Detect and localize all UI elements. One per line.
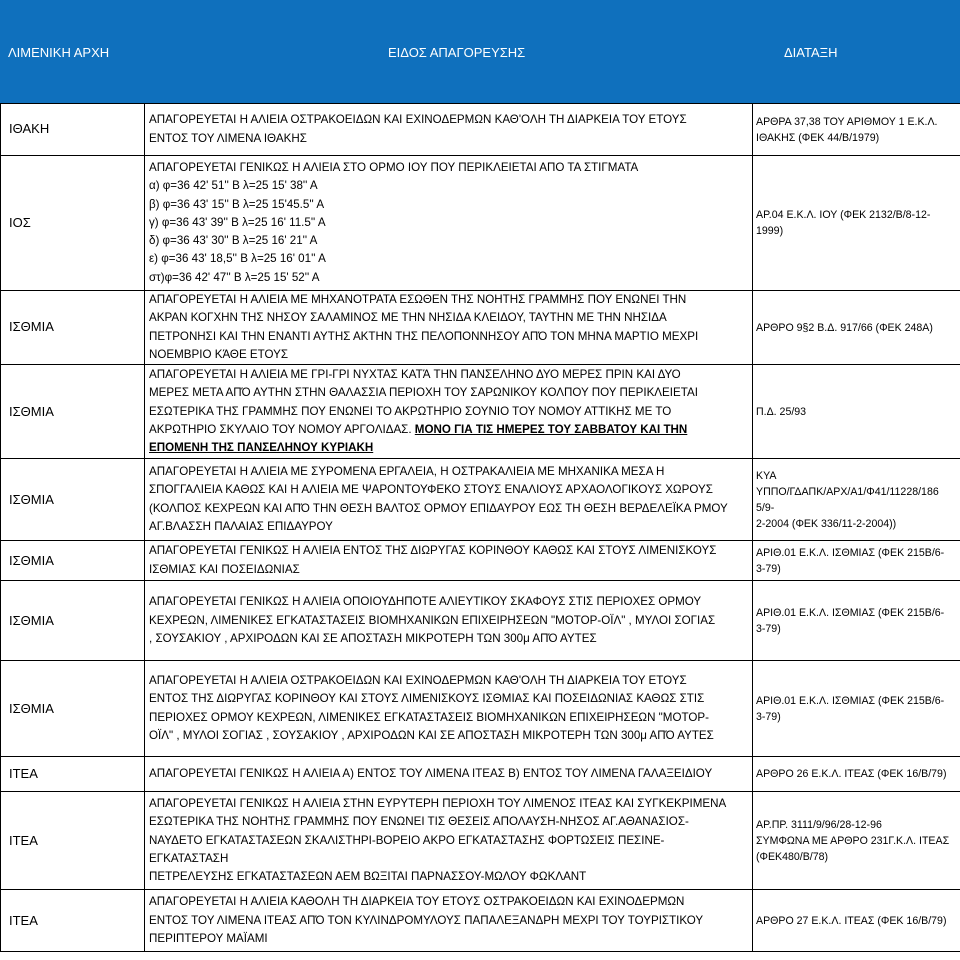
regulation-cell: ΑΡΙΘ.01 Ε.Κ.Λ. ΙΣΘΜΙΑΣ (ΦΕΚ 215Β/6- 3-79): [753, 541, 960, 581]
port-cell: ΙΤΕΑ: [1, 792, 145, 890]
ban-description-cell: ΑΠΑΓΟΡΕΥΕΤΑΙ Η ΑΛΙΕΙΑ ΜΕ ΜΗΧΑΝΟΤΡΑΤΑ ΕΣΩΘΕΝ ΤΗΣ ΝΟΗΤΗΣ ΓΡΑΜΜΗΣ ΠΟΥ ΕΝΩΝΕΙ ΤΗΝ ΑΚΡΑΝ ΚΟΓΧΗΝ ΤΗΣ ΝΗΣΟΥ ΣΑΛΑΜΙΝΟΣ ΜΕ ΤΗΝ ΝΗΣΙΔΑ ΚΛΕΙΔΟΥ, ΤΑΥΤΗΝ ΜΕ ΤΗΝ ΝΗΣΙΔΑ ΠΕΤΡΟΝΗΣΙ ΚΑΙ ΤΗΝ ΕΝΑΝΤΙ ΑΥΤΗΣ ΑΚΤΗΝ ΤΗΣ ΠΕΛΟΠΟΝΝΗΣΟΥ ΑΠΌ ΤΟΝ ΜΗΝΑ ΜΑΡΤΙΟ ΜΕΧΡΙ ΝΟΕΜΒΡΙΟ ΚΆΘΕ ΕΤΟΥΣ: [145, 291, 753, 365]
port-cell: ΙΤΕΑ: [1, 757, 145, 792]
table-row: [1, 104, 960, 156]
port-cell: ΙΟΣ: [1, 156, 145, 291]
port-cell: ΙΣΘΜΙΑ: [1, 661, 145, 757]
table-row: [1, 291, 960, 365]
header-ban-type: ΕΙΔΟΣ ΑΠΑΓΟΡΕΥΣΗΣ: [388, 45, 526, 60]
header-regulation: ΔΙΑΤΑΞΗ: [784, 45, 838, 60]
table-row: [1, 792, 960, 890]
port-cell: ΙΘΑΚΗ: [1, 104, 145, 156]
fishing-ban-table: [0, 103, 960, 952]
ban-description-cell: ΑΠΑΓΟΡΕΥΕΤΑΙ Η ΑΛΙΕΙΑ ΟΣΤΡΑΚΟΕΙΔΩΝ ΚΑΙ ΕΧΙΝΟΔΕΡΜΩΝ ΚΑΘ'ΟΛΗ ΤΗ ΔΙΑΡΚΕΙΑ ΤΟΥ ΕΤΟΥΣ ΕΝΤΟΣ ΤΗΣ ΔΙΩΡΥΓΑΣ ΚΟΡΙΝΘΟΥ ΚΑΙ ΣΤΟΥΣ ΛΙΜΕΝΙΣΚΟΥΣ ΙΣΘΜΙΑΣ ΚΑΙ ΠΟΣΕΙΔΩΝΙΑΣ ΚΑΘΩΣ ΣΤΙΣ ΠΕΡΙΟΧΕΣ ΟΡΜΟΥ ΚΕΧΡΕΩΝ, ΛΙΜΕΝΙΚΕΣ ΕΓΚΑΤΑΣΤΑΣΕΙΣ ΒΙΟΜΗΧΑΝΙΚΩΝ ΕΠΙΧΕΙΡΗΣΕΩΝ "ΜΟΤΟΡ- ΟΪΛ" , ΜΥΛΟΙ ΣΟΓΙΑΣ , ΣΟΥΣΑΚΙΟΥ , ΑΡΧΙΡΟΔΩΝ ΚΑΙ ΣΕ ΑΠΟΣΤΑΣΗ ΜΙΚΡΟΤΕΡΗ ΤΩΝ 300μ ΑΠΌ ΑΥΤΕΣ: [145, 661, 753, 757]
table-row: [1, 365, 960, 459]
regulation-cell: ΑΡ.ΠΡ. 3111/9/96/28-12-96 ΣΥΜΦΩΝΑ ΜΕ ΑΡΘΡΟ 231Γ.Κ.Λ. ΙΤΕΑΣ (ΦΕΚ480/Β/78): [753, 792, 960, 890]
ban-description-cell: ΑΠΑΓΟΡΕΥΕΤΑΙ ΓΕΝΙΚΩΣ Η ΑΛΙΕΙΑ ΕΝΤΟΣ ΤΗΣ ΔΙΩΡΥΓΑΣ ΚΟΡΙΝΘΟΥ ΚΑΘΩΣ ΚΑΙ ΣΤΟΥΣ ΛΙΜΕΝΙΣΚΟΥΣ ΙΣΘΜΙΑΣ ΚΑΙ ΠΟΣΕΙΔΩΝΙΑΣ: [145, 541, 753, 581]
port-cell: ΙΣΘΜΙΑ: [1, 541, 145, 581]
port-cell: ΙΣΘΜΙΑ: [1, 459, 145, 541]
regulation-cell: ΑΡΘΡΑ 37,38 ΤΟΥ ΑΡΙΘΜΟΥ 1 Ε.Κ.Λ. ΙΘΑΚΗΣ (ΦΕΚ 44/Β/1979): [753, 104, 960, 156]
regulation-cell: ΑΡΙΘ.01 Ε.Κ.Λ. ΙΣΘΜΙΑΣ (ΦΕΚ 215Β/6- 3-79): [753, 661, 960, 757]
ban-description-cell: ΑΠΑΓΟΡΕΥΕΤΑΙ Η ΑΛΙΕΙΑ ΜΕ ΣΥΡΟΜΕΝΑ ΕΡΓΑΛΕΙΑ, Η ΟΣΤΡΑΚΑΛΙΕΙΑ ΜΕ ΜΗΧΑΝΙΚΑ ΜΕΣΑ Η ΣΠΟΓΓΑΛΙΕΙΑ ΚΑΘΩΣ ΚΑΙ Η ΑΛΙΕΙΑ ΜΕ ΨΑΡΟΝΤΟΥΦΕΚΟ ΣΤΟΥΣ ΕΝΑΛΙΟΥΣ ΑΡΧΑΟΛΟΓΙΚΟΥΣ ΧΩΡΟΥΣ (ΚΟΛΠΟΣ ΚΕΧΡΕΩΝ ΚΑΙ ΑΠΌ ΤΗΝ ΘΕΣΗ ΒΑΛΤΟΣ ΟΡΜΟΥ ΕΠΙΔΑΥΡΟΥ ΕΩΣ ΤΗ ΘΕΣΗ ΒΕΡΔΕΛΕΪΚΑ ΡΜΟΥ ΑΓ.ΒΛΑΣΣΗ ΠΑΛΑΙΑΣ ΕΠΙΔΑΥΡΟΥ: [145, 459, 753, 541]
port-cell: ΙΣΘΜΙΑ: [1, 291, 145, 365]
table-row: [1, 890, 960, 952]
ban-description-cell: ΑΠΑΓΟΡΕΥΕΤΑΙ ΓΕΝΙΚΩΣ Η ΑΛΙΕΙΑ ΟΠΟΙΟΥΔΗΠΟΤΕ ΑΛΙΕΥΤΙΚΟΥ ΣΚΑΦΟΥΣ ΣΤΙΣ ΠΕΡΙΟΧΕΣ ΟΡΜΟΥ ΚΕΧΡΕΩΝ, ΛΙΜΕΝΙΚΕΣ ΕΓΚΑΤΑΣΤΑΣΕΙΣ ΒΙΟΜΗΧΑΝΙΚΩΝ ΕΠΙΧΕΙΡΗΣΕΩΝ "ΜΟΤΟΡ-ΟΪΛ" , ΜΥΛΟΙ ΣΟΓΙΑΣ , ΣΟΥΣΑΚΙΟΥ , ΑΡΧΙΡΟΔΩΝ ΚΑΙ ΣΕ ΑΠΟΣΤΑΣΗ ΜΙΚΡΟΤΕΡΗ ΤΩΝ 300μ ΑΠΌ ΑΥΤΕΣ: [145, 581, 753, 661]
regulation-cell: ΑΡΘΡΟ 26 Ε.Κ.Λ. ΙΤΕΑΣ (ΦΕΚ 16/Β/79): [753, 757, 960, 792]
ban-description-text: ΑΠΑΓΟΡΕΥΕΤΑΙ Η ΑΛΙΕΙΑ ΜΕ ΓΡΙ-ΓΡΙ ΝΥΧΤΑΣ ΚΑΤΆ ΤΗΝ ΠΑΝΣΕΛΗΝΟ ΔΥΟ ΜΕΡΕΣ ΠΡΙΝ ΚΑΙ ΔΥΟ ΜΕΡΕΣ ΜΕΤΑ ΑΠΌ ΑΥΤΗΝ ΣΤΗΝ ΘΑΛΑΣΣΙΑ ΠΕΡΙΟΧΗ ΤΟΥ ΣΑΡΩΝΙΚΟΥ ΚΟΛΠΟΥ ΠΟΥ ΠΕΡΙΚΛΕΙΕΤΑΙ ΕΣΩΤΕΡΙΚΑ ΤΗΣ ΓΡΑΜΜΗΣ ΠΟΥ ΕΝΩΝΕΙ ΤΟ ΑΚΡΩΤΗΡΙΟ ΣΟΥΝΙΟ ΤΟΥ ΝΟΜΟΥ ΑΤΤΙΚΗΣ ΜΕ ΤΟ ΑΚΡΩΤΗΡΙΟ ΣΚΥΛΑΙΟ ΤΟΥ ΝΟΜΟΥ ΑΡΓΟΛΙΔΑΣ.: [149, 367, 698, 436]
regulation-cell: ΑΡΘΡΟ 9§2 Β.Δ. 917/66 (ΦΕΚ 248Α): [753, 291, 960, 365]
ban-description-cell: [145, 365, 753, 459]
port-cell: ΙΣΘΜΙΑ: [1, 365, 145, 459]
regulation-cell: ΚΥΑ ΥΠΠΟ/ΓΔΑΠΚ/ΑΡΧ/Α1/Φ41/11228/186 5/9- 2-2004 (ΦΕΚ 336/11-2-2004)): [753, 459, 960, 541]
port-cell: ΙΤΕΑ: [1, 890, 145, 952]
ban-description-cell: ΑΠΑΓΟΡΕΥΕΤΑΙ ΓΕΝΙΚΩΣ Η ΑΛΙΕΙΑ Α) ΕΝΤΟΣ ΤΟΥ ΛΙΜΕΝΑ ΙΤΕΑΣ Β) ΕΝΤΟΣ ΤΟΥ ΛΙΜΕΝΑ ΓΑΛΑΞΕΙΔΙΟΥ: [145, 757, 753, 792]
ban-description-cell: ΑΠΑΓΟΡΕΥΕΤΑΙ Η ΑΛΙΕΙΑ ΟΣΤΡΑΚΟΕΙΔΩΝ ΚΑΙ ΕΧΙΝΟΔΕΡΜΩΝ ΚΑΘ'ΟΛΗ ΤΗ ΔΙΑΡΚΕΙΑ ΤΟΥ ΕΤΟΥΣ ΕΝΤΟΣ ΤΟΥ ΛΙΜΕΝΑ ΙΘΑΚΗΣ: [145, 104, 753, 156]
port-cell: ΙΣΘΜΙΑ: [1, 581, 145, 661]
table-row: [1, 459, 960, 541]
table-header: [0, 0, 960, 103]
table-row: [1, 581, 960, 661]
ban-description-emphasis: ΜΟΝΟ ΓΙΑ ΤΙΣ ΗΜΕΡΕΣ ΤΟΥ ΣΑΒΒΑΤΟΥ ΚΑΙ ΤΗΝ ΕΠΟΜΕΝΗ ΤΗΣ ΠΑΝΣΕΛΗΝΟΥ ΚΥΡΙΑΚΗ: [149, 422, 688, 455]
header-port-authority: ΛΙΜΕΝΙΚΗ ΑΡΧΗ: [8, 45, 110, 60]
table-row: [1, 156, 960, 291]
regulation-cell: ΑΡΘΡΟ 27 Ε.Κ.Λ. ΙΤΕΑΣ (ΦΕΚ 16/Β/79): [753, 890, 960, 952]
regulation-cell: ΑΡ.04 Ε.Κ.Λ. ΙΟΥ (ΦΕΚ 2132/Β/8-12- 1999): [753, 156, 960, 291]
ban-description-cell: ΑΠΑΓΟΡΕΥΕΤΑΙ ΓΕΝΙΚΩΣ Η ΑΛΙΕΙΑ ΣΤΗΝ ΕΥΡΥΤΕΡΗ ΠΕΡΙΟΧΗ ΤΟΥ ΛΙΜΕΝΟΣ ΙΤΕΑΣ ΚΑΙ ΣΥΓΚΕΚΡΙΜΕΝΑ ΕΣΩΤΕΡΙΚΑ ΤΗΣ ΝΟΗΤΗΣ ΓΡΑΜΜΗΣ ΠΟΥ ΕΝΩΝΕΙ ΤΙΣ ΘΕΣΕΙΣ ΑΠΟΛΑΥΣΗ-ΝΗΣΟΣ ΑΓ.ΑΘΑΝΑΣΙΟΣ- ΝΑΥΔΕΤΟ ΕΓΚΑΤΑΣΤΑΣΕΩΝ ΣΚΑΛΙΣΤΗΡΙ-ΒΟΡΕΙΟ ΑΚΡΟ ΕΓΚΑΤΑΣΤΑΣΗΣ ΦΟΡΤΩΣΕΙΣ ΠΕΣΙΝΕ- ΕΓΚΑΤΑΣΤΑΣΗ ΠΕΤΡΕΛΕΥΣΗΣ ΕΓΚΑΤΑΣΤΑΣΕΩΝ ΑΕΜ ΒΩΞΙΤΑΙ ΠΑΡΝΑΣΣΟΥ-ΜΩΛΟΥ ΦΩΚΛΑΝΤ: [145, 792, 753, 890]
ban-description-cell: ΑΠΑΓΟΡΕΥΕΤΑΙ Η ΑΛΙΕΙΑ ΚΑΘΟΛΗ ΤΗ ΔΙΑΡΚΕΙΑ ΤΟΥ ΕΤΟΥΣ ΟΣΤΡΑΚΟΕΙΔΩΝ ΚΑΙ ΕΧΙΝΟΔΕΡΜΩΝ ΕΝΤΟΣ ΤΟΥ ΛΙΜΕΝΑ ΙΤΕΑΣ ΑΠΌ ΤΟΝ ΚΥΛΙΝΔΡΟΜΥΛΟΥΣ ΠΑΠΑΛΕΞΑΝΔΡΗ ΜΕΧΡΙ ΤΟΥ ΤΟΥΡΙΣΤΙΚΟΥ ΠΕΡΙΠΤΕΡΟΥ ΜΑΪΑΜΙ: [145, 890, 753, 952]
regulation-cell: ΑΡΙΘ.01 Ε.Κ.Λ. ΙΣΘΜΙΑΣ (ΦΕΚ 215Β/6- 3-79): [753, 581, 960, 661]
table-row: [1, 757, 960, 792]
table-row: [1, 541, 960, 581]
regulation-cell: Π.Δ. 25/93: [753, 365, 960, 459]
ban-description-cell: ΑΠΑΓΟΡΕΥΕΤΑΙ ΓΕΝΙΚΩΣ Η ΑΛΙΕΙΑ ΣΤΟ ΟΡΜΟ ΙΟΥ ΠΟΥ ΠΕΡΙΚΛΕΙΕΤΑΙ ΑΠΟ ΤΑ ΣΤΙΓΜΑΤΑ α) φ=36 42' 51'' Β λ=25 15' 38'' Α β) φ=36 43' 15'' Β λ=25 15'45.5'' Α γ) φ=36 43' 39'' Β λ=25 16' 11.5'' Α δ) φ=36 43' 30'' Β λ=25 16' 21'' Α ε) φ=36 43' 18,5'' Β λ=25 16' 01'' Α στ)φ=36 42' 47'' Β λ=25 15' 52'' Α: [145, 156, 753, 291]
table-row: [1, 661, 960, 757]
